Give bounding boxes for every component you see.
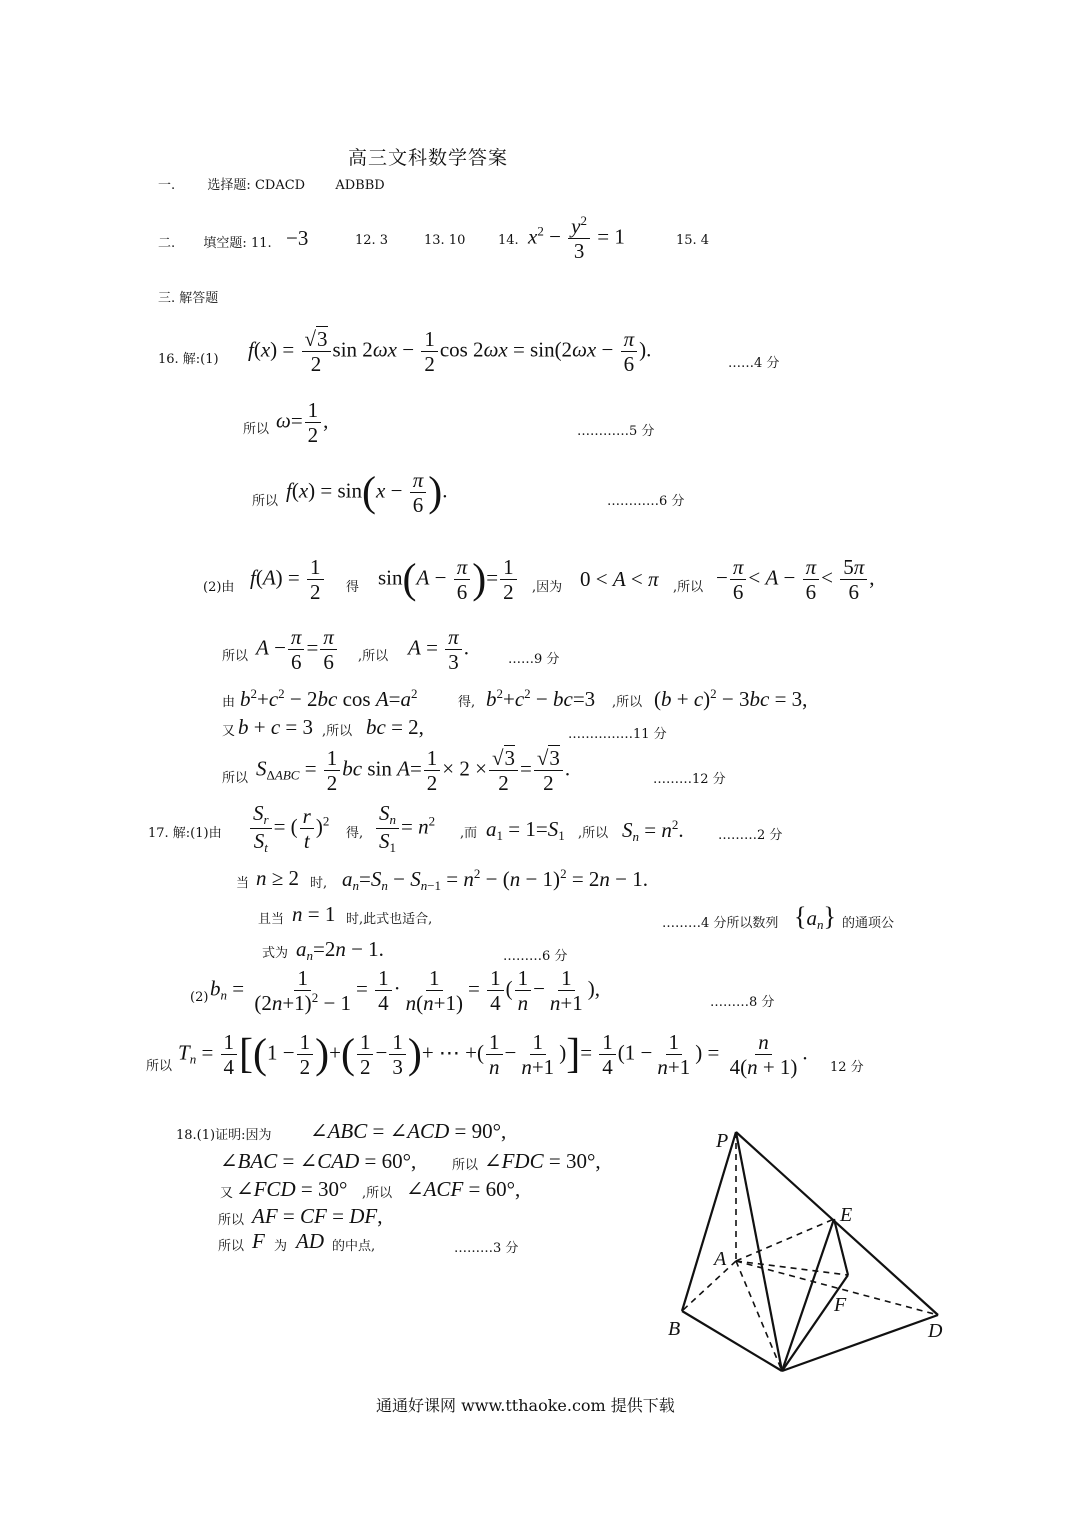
p16-a-range: 0 < A < π [580,567,659,591]
p17-l4-pre: 式为 [262,946,289,961]
p16-formula-1: f(x) = $\frac{√3}{2}$ sin 2ωx − $\frac{1}{2}$ cos 2ωx = sin(2ωx − $\frac{\pi}{6}$ ). [248,327,652,377]
p16-l6-mid: 得, [458,695,476,710]
p17-l5-pre: (2) [190,990,209,1005]
p18-head: 18.(1)证明:因为 [176,1128,272,1143]
p16-bc-value: bc = 2, [366,715,424,739]
section-3-label: 三. 解答题 [158,291,219,306]
p18-l2-so: 所以 [452,1158,479,1173]
p17-score-12: 12 分 [830,1060,864,1075]
p18-acf: ∠ACF = 60°, [406,1177,521,1201]
p17-score-8: ………8 分 [710,995,775,1010]
p17-l3-mid: 时,此式也适合, [346,912,433,927]
p17-an: $a_n=S_n - S_{n-1} = n^2 - (n - 1)^2 = 2n - 1$. [342,866,648,893]
p17-tn: $T_n$ = $\frac{1}{4}$ [(1 − $\frac{1}{2}$ )+( $\frac{1}{2}$ − $\frac{1}{3}$ )+ ⋯ +( $\frac{1}{n}$ − $\frac{1}{n+1}$ )]= $\frac{1}{4}$ (1 − $\frac{1}{n+1}$ ) = $\frac{n}{4(n + 1)}$ . [178,1030,808,1080]
p17-ratio: $\frac{S_r}{S_t}$ = ( $\frac{r}{t}$ )$^2$ [248,801,329,856]
p17-score-6: ………6 分 [503,949,568,964]
p17-l2-pre: 当 [236,876,250,891]
p16-cosine-law: $b^2+c^2 - 2bc$ $\cos A=a^2$ [240,686,418,711]
p16-score-12: ………12 分 [653,772,726,787]
p16-score-6: …………6 分 [607,494,685,509]
p17-l2-mid: 时, [310,876,328,891]
p17-an-formula: $a_n=2n - 1$. [296,937,384,963]
q13-answer: 13. 10 [424,233,466,248]
p16-l3-pre: 所以 [252,494,279,509]
p16-head: 16. 解:(1) [158,352,219,367]
p18-angles-60: ∠BAC = ∠CAD = 60°, [220,1149,417,1173]
p16-range: − $\frac{\pi}{6}$ < A − $\frac{\pi}{6}$ < $\frac{5\pi}{6}$ , [716,555,875,605]
section-2-label-row [158,232,272,251]
page-title: 高三文科数学答案 [348,147,509,169]
p18-l5-tail: 的中点, [332,1239,376,1254]
p18-l3-so: ,所以 [362,1186,393,1201]
label-b: B [668,1318,681,1340]
q11-number: 11. [250,236,272,251]
p17-de: 得, [346,826,364,841]
p18-fcd: ∠FCD = 30° [236,1177,348,1201]
p18-l4-pre: 所以 [218,1213,245,1228]
p17-seq-an: $\{a_n\}$ [794,902,836,932]
p16-a-value: A = $\frac{\pi}{3}$ . [408,625,469,675]
p16-omega: ω= $\frac{1}{2}$ , [276,398,329,448]
q14-number: 14. [498,233,519,248]
p16-score-4: ……4 分 [728,356,780,371]
p16-l6-pre: 由 [222,695,236,710]
p16-score-11: ……………11 分 [568,727,667,742]
choice-answers-2: ADBBD [335,178,385,193]
p17-so: ,所以 [578,826,609,841]
q15-answer: 15. 4 [676,233,710,248]
p16-l8-pre: 所以 [222,771,249,786]
p18-score-3: ………3 分 [454,1241,519,1256]
p18-l3-pre: 又 [220,1186,234,1201]
p16-l7-pre: 又 [222,724,236,739]
q14-answer: $x^2$ − $\frac{y^2}{3}$ = 1 [528,213,625,264]
label-d: D [928,1320,943,1342]
p17-a1: $a_1 = 1=S_1$ [486,817,565,843]
p17-and: ,而 [460,826,478,841]
p17-head: 17. 解:(1)由 [148,826,222,841]
section-1-label: 一. [158,178,176,193]
p16-l7-so: ,所以 [322,724,353,739]
label-e: E [840,1204,853,1226]
footer-text: 通通好课网 www.tthaoke.com 提供下载 [376,1396,675,1415]
p16-l2-pre: 所以 [243,422,270,437]
choice-answers-1: CDACD [254,178,306,193]
p17-n-eq-1: n = 1 [292,902,336,926]
p16-l5-so: ,所以 [358,649,389,664]
p17-score-4: ………4 分所以数列 [662,916,779,931]
p18-point-f: F [252,1229,265,1253]
pyramid-figure [660,1115,980,1385]
label-a: A [714,1248,727,1270]
section-1 [158,174,385,193]
section-2-name: 填空题: [203,236,247,251]
p17-score-2: ………2 分 [718,828,783,843]
p17-n-ge-2: n ≥ 2 [256,866,300,890]
p17-l6-pre: 所以 [146,1059,173,1074]
p17-l3-tail: 的通项公 [842,916,895,931]
label-p: P [716,1130,729,1152]
p16-area: $S_{\Delta ABC}$ = $\frac{1}{2}$ bc sin A= $\frac{1}{2}$ × 2 × $\frac{√3}{2}$ = $\frac{√3}{2}$ . [256,746,571,796]
p18-segment-ad: AD [296,1229,324,1253]
p16-l6-so: ,所以 [612,695,643,710]
p16-bc-eq: $b^2+c^2 - bc=3$ [486,686,596,711]
p17-sn-ratio: $\frac{S_n}{S_1}$ = $n^2$ [374,801,435,856]
p16-score-5: …………5 分 [577,424,655,439]
p18-angles-90: ∠ABC = ∠ACD = 90°, [310,1119,507,1143]
p16-sum-sq: $(b + c)^2 - 3bc = 3$, [654,686,808,711]
p17-bn: $b_n$ = $\frac{1}{(2n+1)^2 - 1}$ = $\frac{1}{4}$ · $\frac{1}{n(n+1)}$ = $\frac{1}{4}$ ( $\frac{1}{n}$ − $\frac{1}{n+1}$ ), [210,966,600,1016]
p16-l5-pre: 所以 [222,649,249,664]
p16-a-eq: A − $\frac{\pi}{6}$ = $\frac{\pi}{6}$ [256,625,339,674]
p16-because: ,因为 [532,580,563,595]
p18-fdc: ∠FDC = 30°, [484,1149,601,1173]
section-2-label: 二. [158,236,176,251]
q11-answer: −3 [286,226,309,250]
p18-l5-pre: 所以 [218,1239,245,1254]
p18-equal-segments: AF = CF = DF, [252,1204,383,1228]
label-f: F [834,1294,847,1316]
p18-l5-is: 为 [274,1239,288,1254]
p17-l3-text: 且当 [258,912,285,927]
p16-l4-pre: (2)由 [203,580,235,595]
p16-fx-result: f(x) = sin(x − $\frac{\pi}{6}$ ). [286,468,448,518]
p16-fa: f(A) = $\frac{1}{2}$ [250,555,326,604]
p16-de: 得 [346,580,360,595]
p16-so: ,所以 [673,580,704,595]
p16-score-9: ……9 分 [508,652,560,667]
p16-sin-eq: sin(A − $\frac{\pi}{6}$ )= $\frac{1}{2}$ [378,555,519,604]
p16-b-plus-c: b + c = 3 [238,715,314,739]
p17-sn: $S_n = n^2$. [622,817,684,844]
section-1-name: 选择题: [207,178,251,193]
q12-answer: 12. 3 [355,233,389,248]
